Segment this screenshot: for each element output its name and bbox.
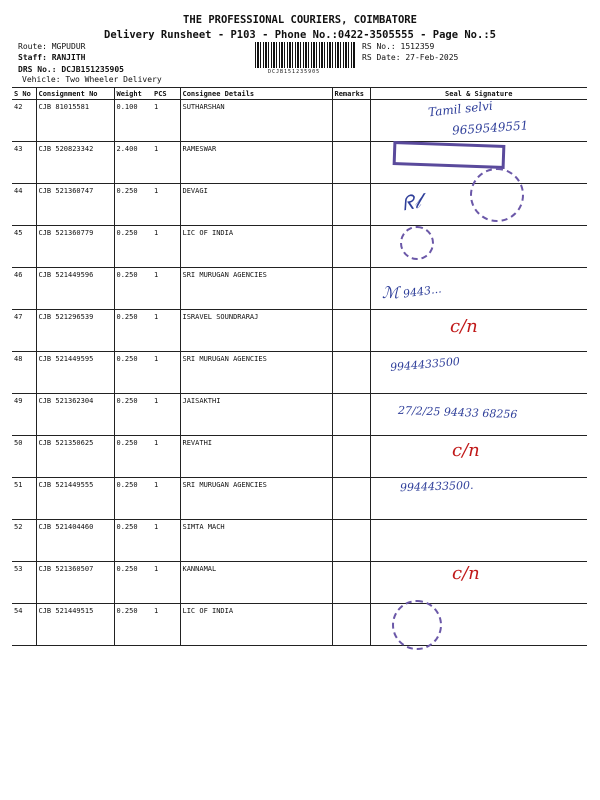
stamp-row54 — [392, 600, 442, 650]
cell-sno: 49 — [12, 394, 36, 436]
table-row — [12, 562, 587, 604]
cell-remarks — [332, 310, 370, 352]
staff-line — [18, 53, 85, 62]
cell-sno: 51 — [12, 478, 36, 520]
cell-consignment: CJB 521449595 — [36, 352, 114, 394]
cell-sno: 43 — [12, 142, 36, 184]
cell-sno: 52 — [12, 520, 36, 562]
route-line — [18, 42, 85, 51]
cell-consignee: SIMTA MACH — [180, 520, 332, 562]
rs-date-value: 27-Feb-2025 — [405, 53, 459, 62]
cell-pcs: 1 — [152, 478, 180, 520]
rs-no-value: 1512359 — [400, 42, 435, 51]
cell-remarks — [332, 142, 370, 184]
cell-consignee: LIC OF INDIA — [180, 226, 332, 268]
staff-label: Staff: — [18, 53, 47, 62]
cell-consignment: CJB 521360507 — [36, 562, 114, 604]
cell-remarks — [332, 100, 370, 142]
col-header-weight: Weight — [114, 88, 152, 100]
cell-pcs: 1 — [152, 226, 180, 268]
cell-consignee: JAISAKTHI — [180, 394, 332, 436]
cell-sno: 54 — [12, 604, 36, 646]
cell-remarks — [332, 604, 370, 646]
cell-consignee: ISRAVEL SOUNDRARAJ — [180, 310, 332, 352]
table-row — [12, 310, 587, 352]
cell-remarks — [332, 436, 370, 478]
signature-row42-phone: 9659549551 — [451, 118, 529, 138]
cell-remarks — [332, 562, 370, 604]
table-row — [12, 436, 587, 478]
col-header-pcs: PCS — [152, 88, 180, 100]
cell-consignment: CJB 521449596 — [36, 268, 114, 310]
cell-consignee: DEVAGI — [180, 184, 332, 226]
table-header-row — [12, 88, 587, 100]
cell-pcs: 1 — [152, 352, 180, 394]
cell-consignment: CJB 521296539 — [36, 310, 114, 352]
route-value: MGPUDUR — [51, 42, 86, 51]
cell-signature — [370, 310, 587, 352]
cell-weight: 0.100 — [114, 100, 152, 142]
drs-line — [18, 65, 124, 74]
cell-sno: 44 — [12, 184, 36, 226]
cell-consignee: RAMESWAR — [180, 142, 332, 184]
signature-row51: 9944433500. — [399, 478, 474, 495]
cell-sno: 45 — [12, 226, 36, 268]
stamp-row43 — [393, 141, 506, 169]
cell-weight: 0.250 — [114, 394, 152, 436]
cell-consignment: CJB 521360779 — [36, 226, 114, 268]
cell-consignee: SRI MURUGAN AGENCIES — [180, 352, 332, 394]
cell-consignment: CJB 521362304 — [36, 394, 114, 436]
signature-row46-phone: 9443... — [402, 282, 443, 301]
cell-weight: 0.250 — [114, 604, 152, 646]
signature-row42-name: Tamil selvi — [427, 98, 494, 120]
col-header-consignee: Consignee Details — [180, 88, 332, 100]
cell-consignment: CJB 521449555 — [36, 478, 114, 520]
rs-no-label: RS No.: — [362, 42, 396, 51]
cell-remarks — [332, 478, 370, 520]
cell-remarks — [332, 268, 370, 310]
cell-consignee: SRI MURUGAN AGENCIES — [180, 478, 332, 520]
cell-consignment: CJB 521350625 — [36, 436, 114, 478]
rs-date-line — [362, 53, 458, 62]
route-label: Route: — [18, 42, 47, 51]
cell-sno: 53 — [12, 562, 36, 604]
table-row — [12, 352, 587, 394]
cell-weight: 0.250 — [114, 184, 152, 226]
cell-consignee: SUTHARSHAN — [180, 100, 332, 142]
rs-date-label: RS Date: — [362, 53, 401, 62]
cn-mark-row53: c/n — [452, 563, 480, 584]
cell-weight: 0.250 — [114, 478, 152, 520]
table-row — [12, 520, 587, 562]
barcode — [255, 42, 355, 68]
cell-remarks — [332, 184, 370, 226]
cell-weight: 0.250 — [114, 352, 152, 394]
cell-consignment: CJB 521360747 — [36, 184, 114, 226]
cell-sno: 50 — [12, 436, 36, 478]
signature-row48: 9944433500 — [389, 354, 461, 375]
cell-pcs: 1 — [152, 394, 180, 436]
cell-pcs: 1 — [152, 100, 180, 142]
stamp-row44 — [470, 168, 524, 222]
table-row — [12, 604, 587, 646]
col-header-remarks: Remarks — [332, 88, 370, 100]
signature-row44: ᖇ𝓁 — [400, 188, 423, 216]
cell-consignment: CJB 521404460 — [36, 520, 114, 562]
cell-remarks — [332, 352, 370, 394]
cell-pcs: 1 — [152, 268, 180, 310]
cell-weight: 2.400 — [114, 142, 152, 184]
runsheet-title: Delivery Runsheet - P103 - Phone No.:0422-3505555 - Page No.:5 — [104, 29, 496, 41]
cell-sno: 47 — [12, 310, 36, 352]
cell-pcs: 1 — [152, 436, 180, 478]
cell-sno: 46 — [12, 268, 36, 310]
signature-row49: 27/2/25 94433 68256 — [397, 403, 518, 422]
cell-remarks — [332, 520, 370, 562]
cn-mark-row50: c/n — [452, 440, 480, 461]
cell-weight: 0.250 — [114, 268, 152, 310]
cell-weight: 0.250 — [114, 562, 152, 604]
barcode-number: DCJB151235905 — [268, 69, 321, 75]
table-row — [12, 226, 587, 268]
cell-sno: 48 — [12, 352, 36, 394]
cell-consignee: KANNAMAL — [180, 562, 332, 604]
cell-pcs: 1 — [152, 142, 180, 184]
drs-value: DCJB151235905 — [61, 65, 124, 74]
cell-remarks — [332, 226, 370, 268]
vehicle-label: Vehicle: — [22, 75, 61, 84]
col-header-sno: S No — [12, 88, 36, 100]
cell-weight: 0.250 — [114, 310, 152, 352]
cell-consignment: CJB 520823342 — [36, 142, 114, 184]
table-row — [12, 478, 587, 520]
cell-weight: 0.250 — [114, 520, 152, 562]
cell-pcs: 1 — [152, 184, 180, 226]
staff-value: RANJITH — [51, 53, 86, 62]
drs-label: DRS No.: — [18, 65, 57, 74]
rs-no-line — [362, 42, 434, 51]
cell-pcs: 1 — [152, 310, 180, 352]
cell-consignee: LIC OF INDIA — [180, 604, 332, 646]
cell-weight: 0.250 — [114, 436, 152, 478]
cell-weight: 0.250 — [114, 226, 152, 268]
cell-pcs: 1 — [152, 562, 180, 604]
cell-signature — [370, 520, 587, 562]
cell-pcs: 1 — [152, 520, 180, 562]
cell-sno: 42 — [12, 100, 36, 142]
signature-row46-mark: ℳ — [382, 283, 400, 302]
cell-consignee: REVATHI — [180, 436, 332, 478]
company-title: THE PROFESSIONAL COURIERS, COIMBATORE — [183, 14, 417, 26]
cell-consignee: SRI MURUGAN AGENCIES — [180, 268, 332, 310]
table-row — [12, 268, 587, 310]
col-header-consignment: Consignment No — [36, 88, 114, 100]
vehicle-line — [22, 75, 162, 84]
col-header-signature: Seal & Signature — [370, 88, 587, 100]
cell-consignment: CJB 81015581 — [36, 100, 114, 142]
cn-mark-row47: c/n — [450, 316, 478, 337]
cell-pcs: 1 — [152, 604, 180, 646]
stamp-row45 — [400, 226, 434, 260]
cell-remarks — [332, 394, 370, 436]
cell-consignment: CJB 521449515 — [36, 604, 114, 646]
vehicle-value: Two Wheeler Delivery — [65, 75, 162, 84]
